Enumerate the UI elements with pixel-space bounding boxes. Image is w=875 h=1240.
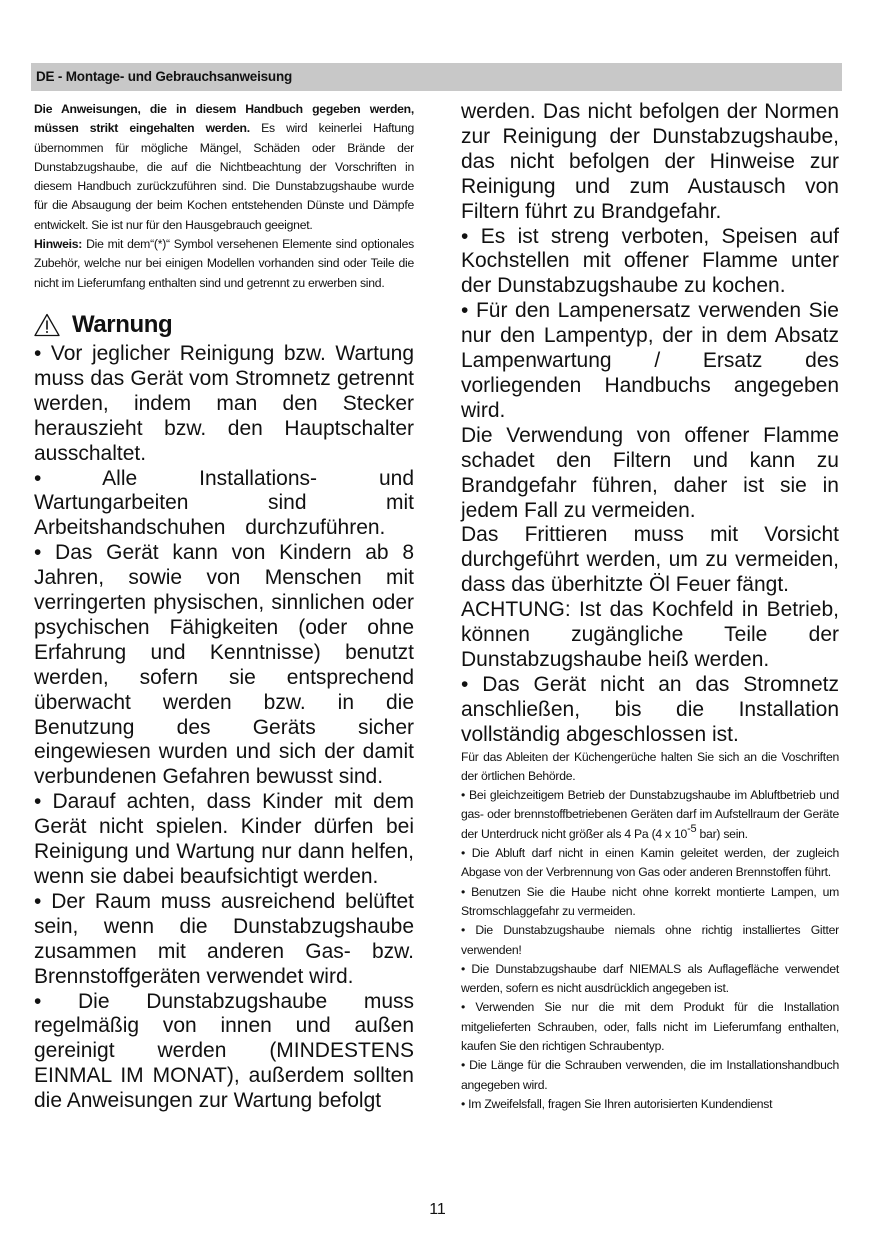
warning-item: • Alle Installations- und Wartungarbeiten sind mit Arbeitshandschuhen durchzuführen. [34,466,414,540]
section-title: DE - Montage- und Gebrauchsanweisung [36,69,293,84]
warning-item: • Das Gerät kann von Kindern ab 8 Jahren, sowie von Menschen mit verringerten physischen, sinnlichen oder psychischen Fähigkeiten (oder ohne Erfahrung und Kenntnisse) benutzt werden, sofern sie entsprechend überwacht werden bzw. in die Benutzung des Geräts sicher eingewiesen wurden und sich der damit verbundenen Gefahren bewusst sind. [34,541,414,789]
notice-item: • Verwenden Sie nur die mit dem Produkt für die Installation mitgelieferten Schrauben, oder, falls nicht im Lieferumfang enthalten, kaufen Sie den richtigen Schraubentyp. [461,1000,839,1054]
notice-item [461,786,839,844]
warning-title: Warnung [72,310,173,338]
intro-text: Es wird keinerlei Haftung übernommen für mögliche Mängel, Schäden oder Brände der Dunstabzugshaube, die auf die Nichtbeachtung der Vorschriften in diesem Handbuch zurückzuführen sind. Die Dunstabzugshaube wurde für die Absaugung der beim Kochen entstehenden Dünste und Dämpfe entwickelt. Sie ist nur für den Hausgebrauch geeignet. [34,121,414,232]
note-label: Hinweis: [34,237,83,252]
section-header-bar [31,63,842,91]
exponent: -5 [687,822,697,835]
notice-item: • Im Zweifelsfall, fragen Sie Ihren autorisierten Kundendienst [461,1096,773,1111]
warning-item: ACHTUNG: Ist das Kochfeld in Betrieb, können zugängliche Teile der Dunstabzugshaube heiß werden. [461,598,839,671]
left-column [34,100,414,1114]
note-text: Die mit dem“(*)“ Symbol versehenen Elemente sind optionales Zubehör, welche nur bei einigen Modellen vorhanden sind oder Teile die nicht im Lieferumfang enthalten sind und getrennt zu erwerben sind. [34,237,414,290]
intro-bold-lead: Die Anweisungen, die in diesem Handbuch gegeben werden, müssen strikt eingehalten werden. [34,102,414,136]
notice-item: • Die Dunstabzugshaube niemals ohne richtig installiertes Gitter verwenden! [461,923,839,957]
warning-item: Das Frittieren muss mit Vorsicht durchgeführt werden, um zu vermeiden, dass das überhitzte Öl Feuer fängt. [461,523,839,597]
warning-item: werden. Das nicht befolgen der Normen zur Reinigung der Dunstabzugshaube, das nicht befolgen der Hinweise zur Reinigung und zum Austausch von Filtern führt zu Brandgefahr. [461,100,839,223]
notice-item: • Die Abluft darf nicht in einen Kamin geleitet werden, der zugleich Abgase von der Verbrennung von Gas oder anderen Brennstoffen führt. [461,846,839,880]
warning-item: • Der Raum muss ausreichend belüftet sein, wenn die Dunstabzugshaube zusammen mit anderen Gas- bzw. Brennstoffgeräten verwendet wird. [34,889,414,988]
warning-item: • Darauf achten, dass Kinder mit dem Gerät nicht spielen. Kinder dürfen bei Reinigung und Wartung nur dann helfen, wenn sie dabei beaufsichtigt werden. [34,790,414,888]
notice-item: • Die Dunstabzugshaube darf NIEMALS als Auflagefläche verwendet werden, sofern es nicht ausdrücklich angegeben ist. [461,961,839,996]
warning-item: • Die Dunstabzugshaube muss regelmäßig von innen und außen gereinigt werden (MINDESTENS EINMAL IM MONAT), außerdem sollten die Anweisungen zur Wartung befolgt [34,989,414,1113]
warning-item: • Es ist streng verboten, Speisen auf Kochstellen mit offener Flamme unter der Dunstabzugshaube zu kochen. [461,224,839,298]
right-column [461,100,839,1114]
warning-triangle-icon [34,313,60,337]
notice-item: • Die Länge für die Schrauben verwenden, die im Installationshandbuch angegeben wird. [461,1058,839,1092]
warning-item: Die Verwendung von offener Flamme schadet den Filtern und kann zu Brandgefahr führen, daher ist sie in jedem Fall zu vermeiden. [461,423,839,522]
page-number: 11 [429,1201,446,1218]
warning-item: • Vor jeglicher Reinigung bzw. Wartung muss das Gerät vom Stromnetz getrennt werden, indem man den Stecker herauszieht bzw. den Hauptschalter ausschaltet. [34,341,414,465]
warning-item: • Das Gerät nicht an das Stromnetz anschließen, bis die Installation vollständig abgeschlossen ist. [461,672,839,746]
notice-item: • Benutzen Sie die Haube nicht ohne korrekt montierte Lampen, um Stromschlaggefahr zu vermeiden. [461,884,839,918]
intro-paragraph [34,100,414,235]
warning-heading [34,310,414,340]
warning-item: • Für den Lampenersatz verwenden Sie nur den Lampentyp, der in dem Absatz Lampenwartung / Ersatz des vorliegenden Handbuchs angegeben wird. [461,299,839,422]
notice-item: Für das Ableiten der Küchengerüche halten Sie sich an die Voschriften der örtlichen Behörde. [461,749,839,783]
note-paragraph [34,235,414,293]
notice-text: bar) sein. [696,826,748,841]
notice-text: • Bei gleichzeitigem Betrieb der Dunstabzugshaube im Abluftbetrieb und gas- oder brennstoffbetriebenen Geräten darf im Aufstellraum der Geräte der Unterdruck nicht größer als 4 Pa (4 x 10 [461,788,839,841]
